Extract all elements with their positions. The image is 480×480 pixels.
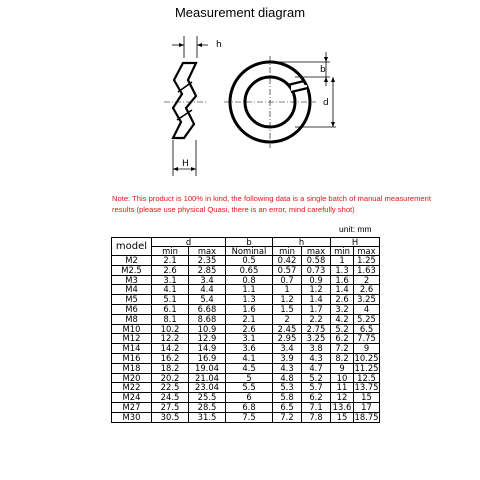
- cell-h-min: 1: [273, 285, 302, 295]
- cell-h-max: 2.2: [302, 314, 331, 324]
- cell-b-nominal: 5.5: [226, 383, 273, 393]
- cell-b-nominal: 6: [226, 393, 273, 403]
- cell-h-min: 6.5: [273, 402, 302, 412]
- cell-model: M27: [112, 402, 152, 412]
- header-d: d: [152, 238, 226, 247]
- cell-model: M30: [112, 412, 152, 422]
- cell-h-min: 4.3: [273, 363, 302, 373]
- subheader-h-min: min: [273, 247, 302, 256]
- cell-h-min: 2: [273, 314, 302, 324]
- cell-b-nominal: 1.3: [226, 295, 273, 305]
- label-h: h: [216, 40, 222, 50]
- table-row: [112, 256, 380, 266]
- label-d: d: [323, 98, 329, 108]
- cell-model: M8: [112, 314, 152, 324]
- cell-H-max: 17: [354, 402, 380, 412]
- table-row: [112, 344, 380, 354]
- cell-d-min: 24.5: [152, 393, 189, 403]
- cell-h-max: 1.4: [302, 295, 331, 305]
- cell-h-max: 7.1: [302, 402, 331, 412]
- header-h: h: [273, 238, 331, 247]
- cell-h-max: 1.7: [302, 304, 331, 314]
- cell-d-max: 25.5: [189, 393, 226, 403]
- cell-model: M4: [112, 285, 152, 295]
- cell-H-min: 3.2: [331, 304, 354, 314]
- cell-h-max: 2.75: [302, 324, 331, 334]
- cell-H-min: 15: [331, 412, 354, 422]
- cell-h-min: 3.9: [273, 353, 302, 363]
- cell-H-min: 7.2: [331, 344, 354, 354]
- cell-H-min: 5.2: [331, 324, 354, 334]
- cell-H-min: 1: [331, 256, 354, 266]
- table-row: [112, 304, 380, 314]
- label-H: H: [182, 159, 189, 169]
- cell-b-nominal: 5: [226, 373, 273, 383]
- cell-H-max: 15: [354, 393, 380, 403]
- cell-h-min: 7.2: [273, 412, 302, 422]
- cell-h-min: 0.57: [273, 265, 302, 275]
- cell-H-max: 13.75: [354, 382, 379, 393]
- cell-h-max: 5.2: [302, 373, 331, 383]
- cell-b-nominal: 3.1: [226, 334, 273, 344]
- cell-H-max: 2: [354, 275, 380, 285]
- cell-b-nominal: 2.6: [226, 324, 273, 334]
- cell-d-min: 18.2: [152, 363, 189, 373]
- subheader-H-min: min: [331, 247, 354, 256]
- table-row: [112, 353, 380, 363]
- cell-H-min: 1.6: [331, 275, 354, 285]
- cell-d-max: 12.9: [189, 334, 226, 344]
- cell-d-min: 20.2: [152, 373, 189, 383]
- cell-H-min: 1.4: [331, 285, 354, 295]
- cell-d-min: 22.5: [152, 383, 189, 393]
- cell-H-max: 7.75: [354, 334, 380, 344]
- cell-d-min: 6.1: [152, 304, 189, 314]
- cell-b-nominal: 1.6: [226, 304, 273, 314]
- cell-d-min: 10.2: [152, 324, 189, 334]
- cell-d-min: 12.2: [152, 334, 189, 344]
- cell-d-min: 8.1: [152, 314, 189, 324]
- cell-h-min: 3.4: [273, 344, 302, 354]
- cell-d-max: 21.04: [189, 373, 226, 383]
- cell-h-max: 4.7: [302, 363, 331, 373]
- cell-b-nominal: 7.5: [226, 412, 273, 422]
- cell-H-max: 18.75: [354, 411, 379, 422]
- cell-b-nominal: 3.6: [226, 344, 273, 354]
- cell-H-min: 6.2: [331, 334, 354, 344]
- subheader-h-max: max: [302, 247, 331, 256]
- spec-table: [111, 237, 380, 423]
- cell-h-max: 0.58: [302, 256, 331, 266]
- cell-d-max: 28.5: [189, 402, 226, 412]
- cell-d-max: 10.9: [189, 324, 226, 334]
- cell-model: M14: [112, 344, 152, 354]
- cell-H-max: 1.25: [354, 256, 380, 266]
- cell-h-max: 7.8: [302, 412, 331, 422]
- table-row: [112, 412, 380, 422]
- cell-h-min: 4.8: [273, 373, 302, 383]
- cell-b-nominal: 0.65: [226, 265, 273, 275]
- cell-d-max: 2.35: [189, 256, 226, 266]
- table-row: [112, 295, 380, 305]
- cell-d-min: 5.1: [152, 295, 189, 305]
- cell-model: M2: [112, 256, 152, 266]
- cell-d-max: 19.04: [189, 363, 226, 373]
- cell-H-min: 8.2: [331, 353, 354, 363]
- subheader-b-nominal: Nominal: [226, 247, 273, 256]
- cell-model: M24: [112, 393, 152, 403]
- cell-H-min: 1.3: [331, 265, 354, 275]
- cell-H-max: 9: [354, 344, 380, 354]
- cell-d-max: 4.4: [189, 285, 226, 295]
- cell-H-min: 12: [331, 393, 354, 403]
- header-b: b: [226, 238, 273, 247]
- cell-b-nominal: 0.5: [226, 256, 273, 266]
- cell-h-max: 5.7: [302, 383, 331, 393]
- cell-h-max: 0.73: [302, 265, 331, 275]
- table-row: [112, 402, 380, 412]
- cell-H-max: 2.6: [354, 285, 380, 295]
- cell-d-min: 30.5: [152, 412, 189, 422]
- cell-model: M3: [112, 275, 152, 285]
- cell-h-max: 3.8: [302, 344, 331, 354]
- table-row: [112, 314, 380, 324]
- cell-H-max: 4: [354, 304, 380, 314]
- cell-h-max: 6.2: [302, 393, 331, 403]
- cell-b-nominal: 2.1: [226, 314, 273, 324]
- cell-model: M12: [112, 334, 152, 344]
- cell-H-max: 6.5: [354, 324, 380, 334]
- header-H: H: [331, 238, 380, 247]
- cell-h-max: 1.2: [302, 285, 331, 295]
- cell-h-max: 3.25: [302, 334, 331, 344]
- cell-H-max: 10.25: [354, 352, 379, 363]
- cell-d-max: 31.5: [189, 412, 226, 422]
- cell-b-nominal: 6.8: [226, 402, 273, 412]
- cell-b-nominal: 4.5: [226, 363, 273, 373]
- cell-d-max: 6.68: [189, 304, 226, 314]
- cell-h-max: 4.3: [302, 353, 331, 363]
- cell-H-min: 9: [331, 363, 354, 373]
- cell-d-min: 14.2: [152, 344, 189, 354]
- table-row: [112, 393, 380, 403]
- cell-H-max: 5.25: [354, 314, 380, 324]
- cell-h-min: 2.95: [273, 334, 302, 344]
- cell-d-max: 23.04: [189, 383, 226, 393]
- cell-b-nominal: 1.1: [226, 285, 273, 295]
- subheader-d-min: min: [152, 247, 189, 256]
- cell-H-min: 11: [331, 383, 354, 393]
- cell-H-max: 3.25: [354, 295, 380, 305]
- cell-h-min: 5.8: [273, 393, 302, 403]
- cell-h-min: 0.7: [273, 275, 302, 285]
- cell-d-max: 5.4: [189, 295, 226, 305]
- cell-h-min: 2.45: [273, 324, 302, 334]
- cell-h-min: 1.2: [273, 295, 302, 305]
- cell-d-min: 4.1: [152, 285, 189, 295]
- cell-b-nominal: 4.1: [226, 353, 273, 363]
- cell-model: M2.5: [112, 265, 152, 275]
- header-model: model: [112, 238, 152, 256]
- cell-b-nominal: 0.8: [226, 275, 273, 285]
- cell-h-min: 1.5: [273, 304, 302, 314]
- cell-H-max: 12.5: [354, 373, 380, 383]
- cell-h-min: 5.3: [273, 383, 302, 393]
- cell-model: M6: [112, 304, 152, 314]
- cell-d-min: 16.2: [152, 353, 189, 363]
- cell-model: M22: [112, 383, 152, 393]
- label-b: b: [320, 65, 326, 75]
- cell-H-min: 13.6: [331, 402, 354, 412]
- subheader-d-max: max: [189, 247, 226, 256]
- cell-H-max: 1.63: [354, 265, 380, 275]
- cell-H-min: 10: [331, 373, 354, 383]
- cell-model: M16: [112, 353, 152, 363]
- cell-d-min: 2.6: [152, 265, 189, 275]
- table-body: [112, 256, 380, 423]
- cell-h-max: 0.9: [302, 275, 331, 285]
- table-row: [112, 265, 380, 275]
- cell-d-max: 8.68: [189, 314, 226, 324]
- table-row: [112, 363, 380, 373]
- page-title: Measurement diagram: [174, 5, 306, 20]
- cell-H-min: 2.6: [331, 295, 354, 305]
- cell-model: M18: [112, 363, 152, 373]
- cell-d-min: 3.1: [152, 275, 189, 285]
- cell-h-min: 0.42: [273, 256, 302, 266]
- cell-d-min: 2.1: [152, 256, 189, 266]
- unit-label: unit: mm: [339, 224, 372, 234]
- cell-d-min: 27.5: [152, 402, 189, 412]
- cell-H-min: 4.2: [331, 314, 354, 324]
- washer-diagram: [150, 36, 350, 186]
- subheader-H-max: max: [354, 247, 380, 256]
- cell-d-max: 3.4: [189, 275, 226, 285]
- cell-model: M5: [112, 295, 152, 305]
- cell-d-max: 14.9: [189, 344, 226, 354]
- cell-d-max: 2.85: [189, 265, 226, 275]
- cell-H-max: 11.25: [354, 362, 379, 373]
- cell-model: M20: [112, 373, 152, 383]
- cell-d-max: 16.9: [189, 353, 226, 363]
- cell-model: M10: [112, 324, 152, 334]
- disclaimer-note: Note: This product is 100% in kind, the following data is a single batch of manual measurement results (please use physical Quasi, there is an error, mind carefully shot): [112, 194, 431, 214]
